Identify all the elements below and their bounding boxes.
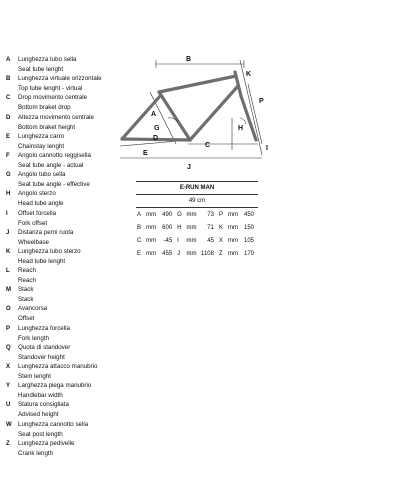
legend-item bbox=[6, 344, 118, 363]
legend-code: E bbox=[6, 133, 11, 140]
label-b: B bbox=[186, 56, 192, 63]
cell-unit: mm bbox=[186, 237, 197, 244]
legend-label-en: Offset bbox=[18, 315, 35, 323]
down-tube bbox=[190, 86, 238, 140]
label-h: H bbox=[238, 125, 244, 132]
cell-unit: mm bbox=[186, 250, 197, 257]
top-tube bbox=[159, 76, 236, 92]
cell-unit: mm bbox=[146, 224, 157, 231]
cell-value: 1108 bbox=[201, 250, 214, 257]
cell-value: 600 bbox=[162, 224, 173, 231]
legend-label-en: Chainstay lenght bbox=[18, 142, 65, 150]
legend-item bbox=[6, 440, 118, 459]
legend-item bbox=[6, 171, 118, 190]
legend-code: H bbox=[6, 191, 11, 198]
legend-item bbox=[6, 94, 118, 113]
cell-value: 71 bbox=[207, 224, 214, 231]
cell-value: 105 bbox=[243, 237, 254, 244]
cell-unit: mm bbox=[227, 224, 238, 231]
legend-label-en: Bottom braket drop bbox=[18, 104, 71, 112]
cell-key: K bbox=[218, 224, 223, 231]
cell-key: X bbox=[218, 237, 223, 244]
legend-item bbox=[6, 248, 118, 267]
legend-code: M bbox=[6, 287, 11, 294]
legend-code: F bbox=[6, 152, 10, 159]
legend-item bbox=[6, 325, 118, 344]
head-angle-arc bbox=[240, 118, 246, 124]
legend-label-en: Head tube lenght bbox=[18, 257, 66, 265]
cell-unit: mm bbox=[186, 211, 197, 218]
legend-code: J bbox=[6, 229, 10, 236]
legend-label-it: Angolo tubo sella bbox=[18, 171, 66, 179]
legend-label-it: Lunghezza tubo sterzo bbox=[18, 247, 81, 255]
legend-label-it: Offset forcella bbox=[18, 209, 57, 217]
legend-code: A bbox=[6, 57, 11, 63]
cell-unit: mm bbox=[146, 237, 157, 244]
legend-code: B bbox=[6, 76, 11, 83]
legend-label-it: Lunghezza forcella bbox=[18, 324, 70, 332]
cell-key: G bbox=[177, 211, 182, 218]
legend-label-it: Statura consigliata bbox=[18, 401, 69, 409]
legend-label-it: Altezza movimento centrale bbox=[18, 113, 95, 121]
cell-key: H bbox=[177, 224, 182, 231]
bike-frame bbox=[122, 72, 256, 140]
legend-label-en: Head tube angle bbox=[18, 200, 64, 208]
legend-code: Z bbox=[6, 440, 10, 447]
legend-label-en: Top tube lenght - virtual bbox=[18, 85, 83, 93]
legend-item bbox=[6, 190, 118, 209]
cell-key: Z bbox=[218, 250, 223, 257]
cell-value: 45 bbox=[207, 237, 214, 244]
legend-code: U bbox=[6, 402, 11, 409]
legend-item bbox=[6, 133, 118, 152]
legend-label-it: Stack bbox=[18, 286, 34, 294]
frame-size: 49 cm bbox=[136, 195, 258, 208]
legend-item bbox=[6, 363, 118, 382]
legend-label-en: Fork length bbox=[18, 334, 49, 342]
cell-unit: mm bbox=[186, 224, 197, 231]
cell-value: 455 bbox=[162, 250, 173, 257]
legend-code: I bbox=[6, 210, 8, 217]
cell-unit: mm bbox=[227, 237, 238, 244]
cell-value: 490 bbox=[162, 211, 173, 218]
fork bbox=[241, 96, 256, 140]
legend-item bbox=[6, 382, 118, 401]
cell-key: B bbox=[137, 224, 142, 231]
legend-item bbox=[6, 229, 118, 248]
cell-key: C bbox=[137, 237, 142, 244]
table-row bbox=[136, 247, 258, 260]
cell-unit: mm bbox=[146, 250, 157, 257]
cell-value: 150 bbox=[243, 224, 254, 231]
legend-label-it: Larghezza piega manubrio bbox=[18, 382, 92, 390]
head-tube bbox=[235, 72, 241, 96]
table-row bbox=[136, 221, 258, 234]
legend-label-it: Drop movimento centrale bbox=[18, 94, 88, 102]
legend-label-it: Lunghezza virtuale orizzontale bbox=[18, 75, 102, 83]
legend-label-en: Handlebar width bbox=[18, 392, 63, 400]
cell-value: 73 bbox=[207, 211, 214, 218]
label-k: K bbox=[246, 71, 252, 78]
legend-label-en: Stack bbox=[18, 296, 34, 304]
label-p: P bbox=[259, 98, 264, 105]
table-row bbox=[136, 234, 258, 247]
legend-label-it: Lunghezza cannotto sella bbox=[18, 420, 89, 428]
label-c: C bbox=[205, 142, 211, 149]
legend-label-en: Fork offset bbox=[18, 219, 48, 227]
legend-item bbox=[6, 421, 118, 440]
legend-item bbox=[6, 401, 118, 420]
label-d: D bbox=[153, 135, 159, 142]
legend-label-it: Quota di standover bbox=[18, 343, 71, 351]
legend-label-en: Seat tube lenght bbox=[18, 66, 64, 73]
legend-label-en: Seat post length bbox=[18, 430, 63, 438]
cell-unit: mm bbox=[227, 211, 238, 218]
cell-value: 170 bbox=[243, 250, 254, 257]
legend-item bbox=[6, 267, 118, 286]
legend-label-it: Lunghezza tubo sella bbox=[18, 56, 77, 63]
cell-unit: mm bbox=[227, 250, 238, 257]
legend-label-en: Advised height bbox=[18, 411, 59, 419]
cell-value: -45 bbox=[163, 237, 173, 244]
label-e: E bbox=[143, 150, 148, 157]
geometry-table bbox=[136, 181, 258, 260]
label-a: A bbox=[151, 111, 157, 118]
legend-code: W bbox=[6, 421, 12, 428]
legend-label-it: Distanza perni ruota bbox=[18, 228, 74, 236]
cell-key: A bbox=[137, 211, 142, 218]
legend-label-it: Lunghezza carro bbox=[18, 132, 65, 140]
label-j: J bbox=[187, 164, 191, 171]
legend-label-en: Seat tube angle - effective bbox=[18, 181, 90, 189]
legend-label-en: Standover height bbox=[18, 353, 65, 361]
legend-label-it: Angolo sterzo bbox=[18, 190, 56, 198]
legend-label-en: Wheelbase bbox=[18, 238, 49, 246]
legend-label-it: Angolo cannotto reggisella bbox=[18, 151, 91, 159]
legend-label-it: Lunghezza pedivelle bbox=[18, 439, 75, 447]
legend-code: X bbox=[6, 364, 11, 370]
legend-item bbox=[6, 114, 118, 133]
legend-label-en: Seat tube angle - actual bbox=[18, 161, 84, 169]
legend-code: K bbox=[6, 248, 11, 255]
legend-item bbox=[6, 75, 118, 94]
seat-tube bbox=[159, 92, 190, 140]
legend-label-en: Crank length bbox=[18, 449, 54, 457]
geometry-legend bbox=[6, 56, 118, 459]
cell-unit: mm bbox=[146, 211, 157, 218]
legend-code: O bbox=[6, 306, 11, 313]
legend-label-it: Avancorsa bbox=[18, 305, 48, 313]
legend-code: P bbox=[6, 325, 11, 332]
legend-code: G bbox=[6, 172, 11, 179]
legend-code: D bbox=[6, 114, 11, 121]
cell-key: J bbox=[177, 250, 181, 257]
legend-label-en: Stem lenght bbox=[18, 373, 52, 380]
table-row bbox=[136, 208, 258, 222]
cell-value: 450 bbox=[243, 211, 254, 218]
label-i: I bbox=[266, 145, 268, 152]
table-title: E-RUN MAN bbox=[136, 182, 258, 195]
legend-item bbox=[6, 305, 118, 324]
cell-key: I bbox=[177, 237, 179, 244]
legend-item bbox=[6, 152, 118, 171]
legend-label-en: Bottom braket height bbox=[18, 123, 76, 131]
legend-code: C bbox=[6, 95, 11, 102]
legend-code: Q bbox=[6, 344, 11, 351]
legend-label-it: Reach bbox=[18, 267, 36, 275]
label-g: G bbox=[154, 125, 160, 132]
cell-key: E bbox=[137, 250, 142, 257]
legend-item bbox=[6, 56, 118, 75]
legend-label-en: Reach bbox=[18, 277, 36, 285]
cell-key: P bbox=[218, 211, 223, 218]
legend-code: L bbox=[6, 268, 10, 275]
legend-code: Y bbox=[6, 383, 11, 390]
legend-label-it: Lunghezza attacco manubrio bbox=[18, 363, 98, 370]
legend-item bbox=[6, 210, 118, 229]
legend-item bbox=[6, 286, 118, 305]
